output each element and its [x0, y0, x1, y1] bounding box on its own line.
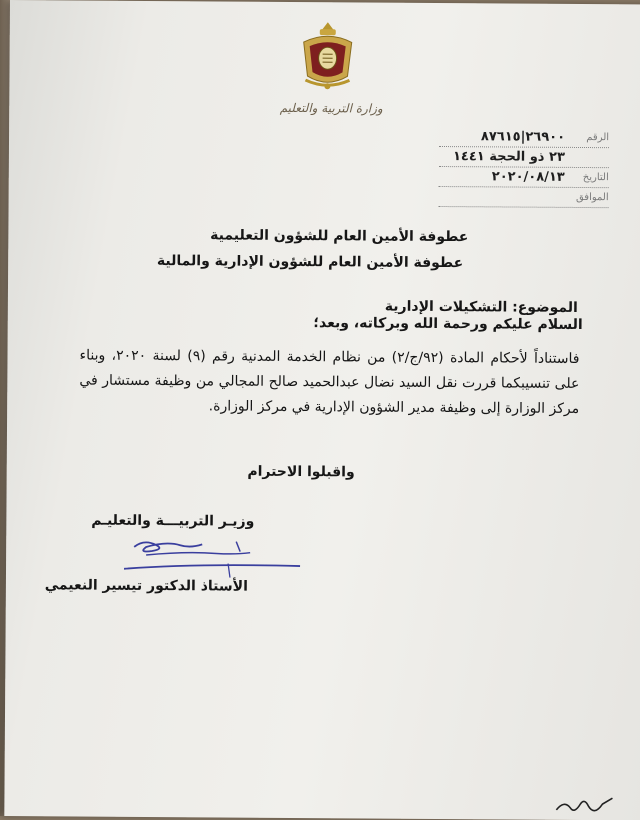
letter-page — [4, 0, 640, 820]
date-label: التاريخ — [582, 172, 609, 184]
letter-body: فاستناداً لأحكام المادة (٩٢/ج/٢) من نظام الخدمة المدنية رقم (٩) لسنة ٢٠٢٠، وبناء على تنسيبكما قررت نقل السيد نضال عبدالحميد صالح المجالي من وظيفة مستشار في مركز الوزارة إلى وظيفة مدير الشؤون الإدارية في مركز الوزارة. — [79, 347, 580, 417]
ref-value: ٢٦٩٠٠|٨٧٦١٥ — [480, 129, 566, 145]
date-hijri-row — [409, 149, 609, 170]
ref-row — [409, 129, 609, 150]
date-row — [409, 169, 609, 190]
date-hijri-line — [439, 166, 609, 168]
greeting: السلام عليكم ورحمة الله وبركاته، وبعد؛ — [313, 315, 583, 334]
recipient-1: عطوفة الأمين العام للشؤون التعليمية — [210, 227, 469, 246]
subject-line: الموضوع: التشكيلات الإدارية — [384, 298, 578, 316]
closing: واقبلوا الاحترام — [247, 463, 355, 481]
signature-title: وزيـر التربيـــة والتعليـم — [91, 512, 255, 530]
date-line — [439, 186, 609, 188]
letter-meta — [409, 129, 610, 210]
ref-label: الرقم — [586, 132, 610, 144]
signatory-name: الأستاذ الدكتور تيسير النعيمي — [44, 577, 248, 595]
ref-line — [439, 146, 609, 148]
handwritten-initials-icon — [552, 794, 622, 818]
date-hijri: ٢٣ ذو الحجة ١٤٤١ — [452, 149, 565, 165]
corr-row — [409, 189, 609, 210]
corr-line — [439, 206, 609, 208]
recipient-2: عطوفة الأمين العام للشؤون الإدارية والمالية — [156, 253, 464, 272]
royal-crest-icon — [297, 20, 358, 92]
ministry-name: وزارة التربية والتعليم — [279, 100, 383, 116]
date-gregorian: ٢٠٢٠/٠٨/١٣ — [491, 169, 565, 185]
corr-label: الموافق — [575, 191, 609, 204]
